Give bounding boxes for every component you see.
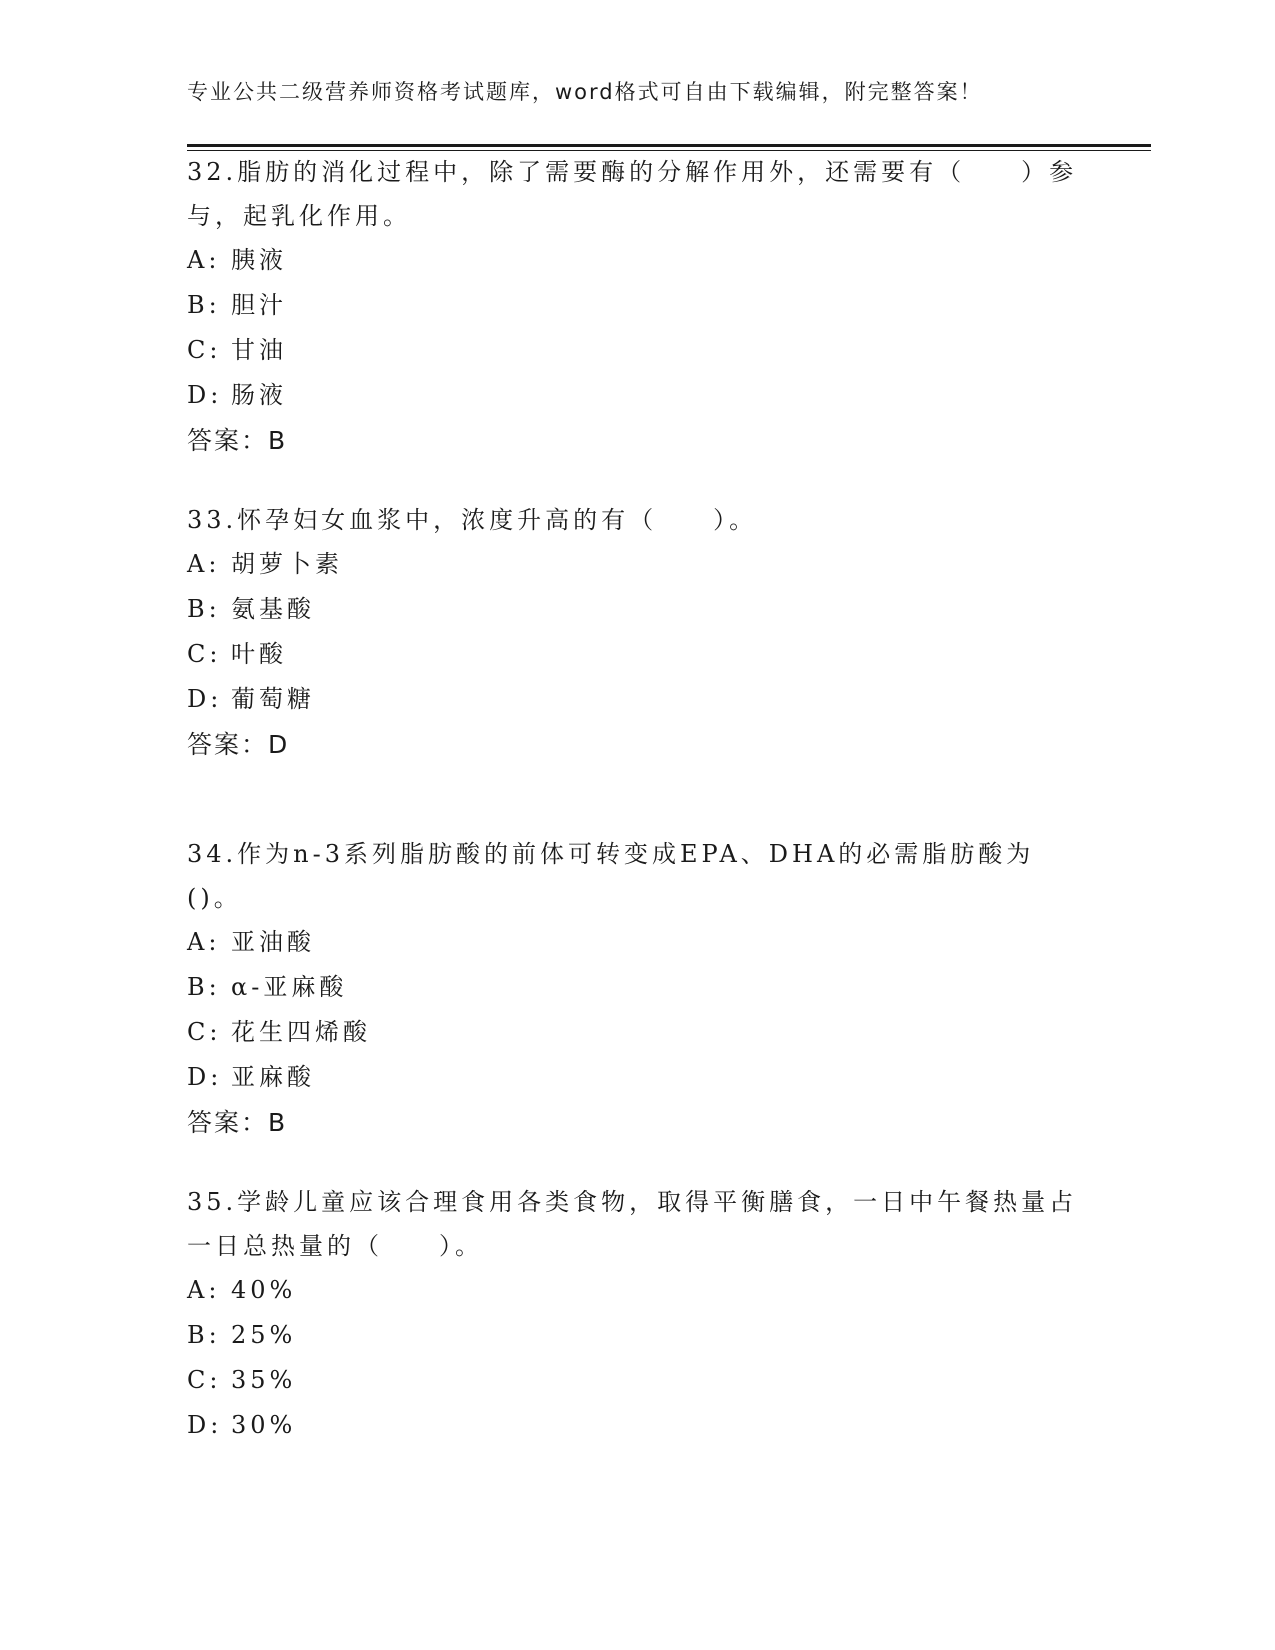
option-key: D: [187,1063,223,1091]
option-value: 葡萄糖 [231,685,315,713]
option-key: A: [187,928,221,956]
option-value: 胆汁 [231,291,287,319]
option-key: C: [187,1366,222,1394]
option-b [187,283,1087,328]
option-value: 肠液 [231,381,287,409]
header-rule-thick [187,144,1151,147]
option-b [187,587,1087,632]
option-key: B: [187,1321,221,1349]
question-34 [187,832,1087,1146]
option-key: A: [187,246,221,274]
option-a [187,542,1087,587]
option-c [187,328,1087,373]
option-a [187,920,1087,965]
option-c [187,1010,1087,1055]
question-text: 33.怀孕妇女血浆中，浓度升高的有（ ）。 [187,506,758,534]
option-a [187,1268,1087,1313]
question-text: 35.学龄儿童应该合理食用各类食物，取得平衡膳食，一日中午餐热量占一日总热量的（ ）。 [187,1188,1078,1260]
option-d [187,677,1087,722]
option-b [187,1313,1087,1358]
question-text: 34.作为n-3系列脂肪酸的前体可转变成EPA、DHA的必需脂肪酸为()。 [187,840,1035,912]
option-value: 35% [231,1366,297,1394]
option-value: 花生四烯酸 [231,1018,371,1046]
option-value: α-亚麻酸 [231,973,348,1001]
option-c [187,1358,1087,1403]
option-key: A: [187,1276,221,1304]
option-key: B: [187,595,221,623]
page-header: 专业公共二级营养师资格考试题库，word格式可自由下载编辑，附完整答案！ [187,80,983,104]
answer: 答案：B [187,426,288,455]
option-value: 25% [231,1321,297,1349]
question-33 [187,498,1087,768]
option-key: C: [187,640,222,668]
answer: 答案：B [187,1108,288,1137]
option-d [187,373,1087,418]
option-value: 亚麻酸 [231,1063,315,1091]
option-value: 30% [231,1411,297,1439]
option-value: 亚油酸 [231,928,315,956]
option-key: A: [187,550,221,578]
answer: 答案：D [187,730,290,759]
option-value: 胡萝卜素 [231,550,343,578]
question-text: 32.脂肪的消化过程中，除了需要酶的分解作用外，还需要有（ ）参与，起乳化作用。 [187,158,1078,230]
option-b [187,965,1087,1010]
option-value: 氨基酸 [231,595,315,623]
option-value: 甘油 [231,336,287,364]
option-a [187,238,1087,283]
option-key: C: [187,1018,222,1046]
option-c [187,632,1087,677]
option-key: D: [187,1411,223,1439]
option-key: C: [187,336,222,364]
question-35 [187,1180,1087,1448]
question-32 [187,150,1087,464]
option-key: B: [187,973,221,1001]
option-value: 胰液 [231,246,287,274]
option-value: 40% [231,1276,297,1304]
option-key: D: [187,685,223,713]
option-key: B: [187,291,221,319]
option-d [187,1055,1087,1100]
option-value: 叶酸 [231,640,287,668]
option-d [187,1403,1087,1448]
option-key: D: [187,381,223,409]
